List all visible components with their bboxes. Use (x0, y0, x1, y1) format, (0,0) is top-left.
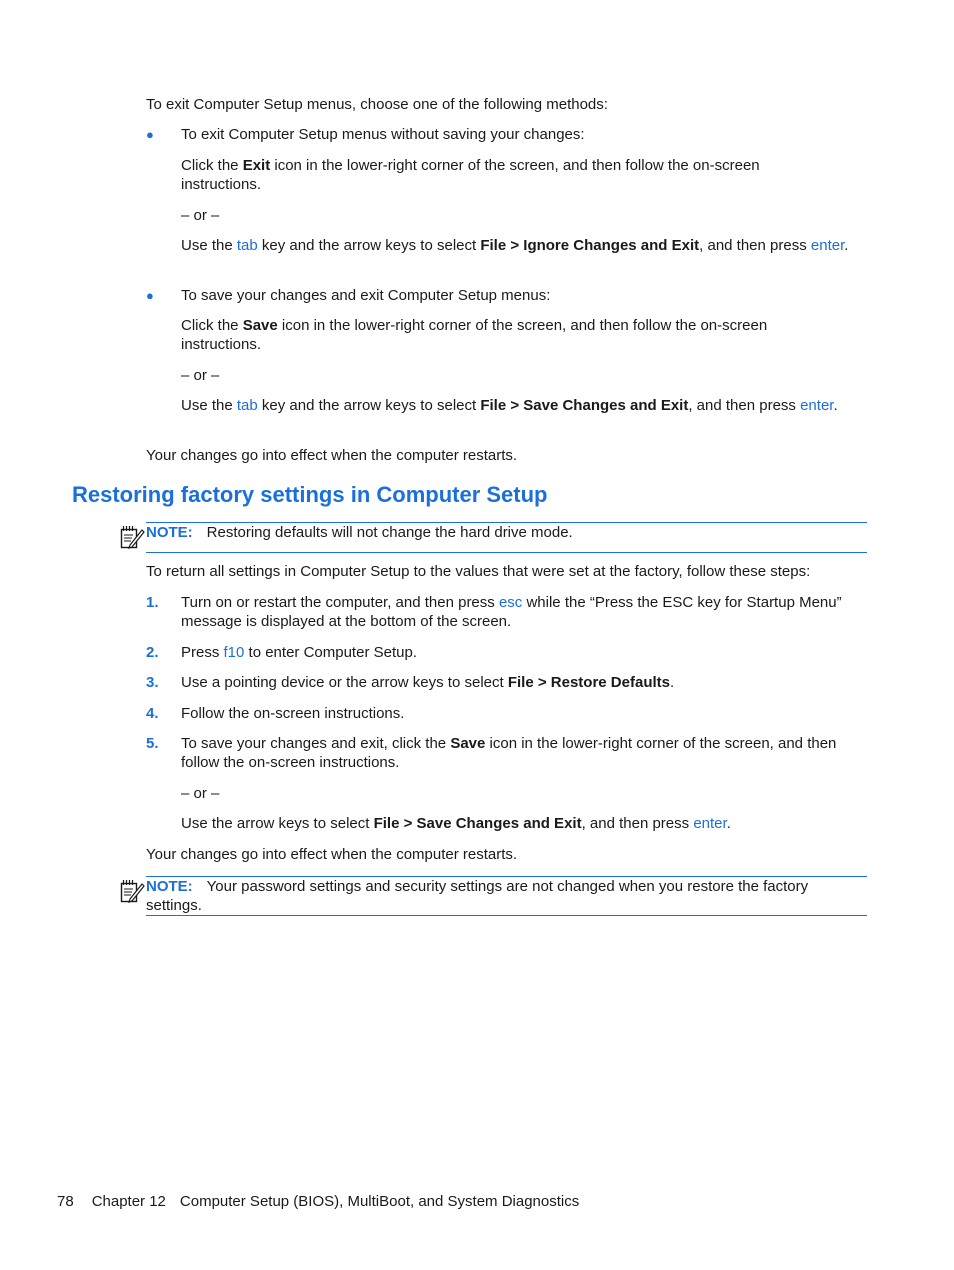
step-number: 5. (146, 735, 159, 752)
bullet-marker: ● (146, 288, 154, 303)
step-number: 3. (146, 674, 159, 691)
step-number: 2. (146, 644, 159, 661)
steps-intro: To return all settings in Computer Setup to the values that were set at the factory, follow these steps: (146, 563, 811, 580)
step-number: 4. (146, 705, 159, 722)
note-content (146, 877, 864, 915)
or-separator: – or – (181, 367, 220, 384)
effect-text: Your changes go into effect when the computer restarts. (146, 447, 518, 464)
ignore-changes-instruction: Use the tab key and the arrow keys to select File > Ignore Changes and Exit, and then press enter. (181, 237, 849, 254)
bullet-marker: ● (146, 127, 154, 142)
step-2-text: Press f10 to enter Computer Setup. (181, 644, 417, 661)
note-content (146, 523, 867, 542)
or-separator: – or – (181, 785, 220, 802)
step-4-text: Follow the on-screen instructions. (181, 705, 405, 722)
intro-text: To exit Computer Setup menus, choose one of the following methods: (146, 96, 608, 113)
effect-text: Your changes go into effect when the computer restarts. (146, 846, 518, 863)
step-number: 1. (146, 594, 159, 611)
step-3-text: Use a pointing device or the arrow keys to select File > Restore Defaults. (181, 674, 675, 691)
exit-icon-instruction: Click the Exit icon in the lower-right corner of the screen, and then follow the on-screen instructions. (181, 157, 760, 193)
page-footer (57, 1192, 579, 1211)
chapter-label: Chapter 12 (91, 1193, 166, 1210)
note-box (146, 522, 867, 553)
step-5-text: To save your changes and exit, click the Save icon in the lower-right corner of the screen, and then follow the on-screen instructions. (181, 735, 837, 771)
note-label: NOTE: (146, 878, 193, 895)
note-text: Your password settings and security settings are not changed when you restore the factory settings. (146, 878, 809, 914)
page-number: 78 (57, 1193, 74, 1210)
or-separator: – or – (181, 207, 220, 224)
save-changes-instruction: Use the tab key and the arrow keys to select File > Save Changes and Exit, and then press enter. (181, 397, 838, 414)
note-label: NOTE: (146, 524, 193, 541)
note-icon (119, 878, 145, 904)
section-heading: Restoring factory settings in Computer Setup (72, 482, 548, 507)
note-text: Restoring defaults will not change the hard drive mode. (206, 524, 573, 541)
step-1-text: Turn on or restart the computer, and then press esc while the “Press the ESC key for Startup Menu” message is displayed at the bottom of the screen. (181, 594, 842, 630)
save-icon-instruction: Click the Save icon in the lower-right corner of the screen, and then follow the on-screen instructions. (181, 317, 768, 353)
bullet-save-exit: To save your changes and exit Computer Setup menus: (181, 287, 551, 304)
note-box (146, 876, 867, 916)
step-5-alt: Use the arrow keys to select File > Save Changes and Exit, and then press enter. (181, 815, 731, 832)
note-icon (119, 524, 145, 550)
bullet-exit-no-save: To exit Computer Setup menus without saving your changes: (181, 126, 585, 143)
chapter-title: Computer Setup (BIOS), MultiBoot, and System Diagnostics (179, 1193, 580, 1210)
